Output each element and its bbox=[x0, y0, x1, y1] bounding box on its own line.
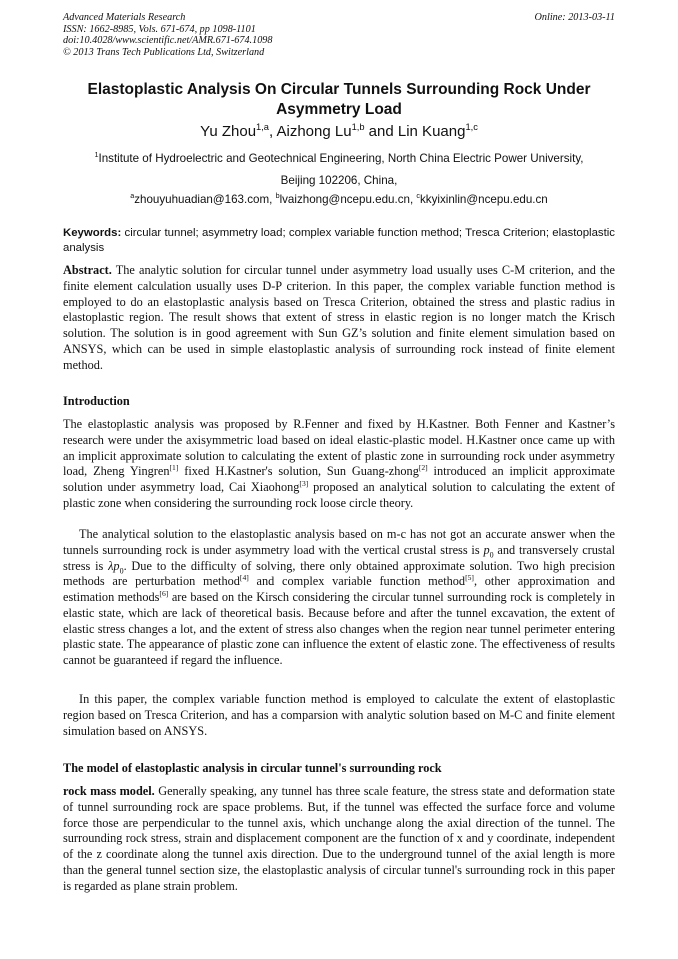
citation-ref: [1] bbox=[169, 463, 179, 473]
citation-ref: [4] bbox=[239, 573, 249, 583]
citation-ref: [2] bbox=[418, 463, 428, 473]
email-sup: c bbox=[416, 191, 420, 201]
journal-name: Advanced Materials Research bbox=[63, 12, 186, 23]
intro-text: introduced an implicit approximate solution under asymmetry load, Cai Xiaohong bbox=[63, 464, 615, 494]
math-lambda-p0 bbox=[108, 559, 123, 573]
issn-line: ISSN: 1662-8985, Vols. 671-674, pp 1098-1101 bbox=[63, 23, 256, 35]
intro-text: and complex variable function method bbox=[248, 574, 466, 589]
author-sup: 1,b bbox=[351, 122, 365, 132]
author-sup: 1,a bbox=[256, 122, 269, 132]
email-address: kkyixinlin@ncepu.edu.cn bbox=[419, 193, 548, 206]
model-run-in-label: rock mass model. bbox=[63, 784, 155, 798]
author-list bbox=[63, 122, 615, 142]
citation-ref: [6] bbox=[159, 588, 169, 598]
affiliation-sup: 1 bbox=[94, 150, 99, 160]
affiliation bbox=[63, 148, 615, 192]
math-symbol: λp bbox=[108, 558, 120, 573]
intro-text: , other approximation and estimation methods bbox=[63, 574, 615, 604]
affiliation-line-1: Institute of Hydroelectric and Geotechnical Engineering, North China Electric Power University, bbox=[98, 152, 584, 165]
affiliation-line-2: Beijing 102206, China, bbox=[280, 174, 398, 187]
math-subscript: 0 bbox=[119, 565, 124, 575]
intro-paragraph-1 bbox=[63, 417, 615, 512]
math-subscript: 0 bbox=[489, 550, 494, 560]
intro-text: . Due to the difficulty of solving, there only obtained approximate solution. Two high precision methods are perturbation method bbox=[63, 558, 616, 589]
paper-title: Elastoplastic Analysis On Circular Tunnels Surrounding Rock Under Asymmetry Load bbox=[87, 81, 591, 118]
doi-line: doi:10.4028/www.scientific.net/AMR.671-674.1098 bbox=[63, 35, 273, 47]
email-address: zhouyuhuadian@163.com bbox=[134, 193, 270, 206]
intro-text: and transversely crustal stress is bbox=[63, 542, 615, 573]
model-paragraph bbox=[63, 784, 615, 894]
email-sup: a bbox=[130, 191, 135, 201]
abstract-label: Abstract. bbox=[63, 263, 112, 277]
intro-text: The analytical solution to the elastoplastic analysis based on m-c has not got an accurate answer when the tunnels surrounding rock is under asymmetry load with the vertical crustal stress is bbox=[63, 527, 615, 557]
copyright-line: © 2013 Trans Tech Publications Ltd, Switzerland bbox=[63, 46, 265, 58]
model-section-heading: The model of elastoplastic analysis in circular tunnel's surrounding rock bbox=[63, 761, 442, 775]
intro-text: proposed an analytical solution to calculating the extent of plastic zone when considering the surrounding rock loose circle theory. bbox=[63, 480, 615, 510]
citation-ref: [3] bbox=[299, 478, 309, 488]
email-list bbox=[63, 192, 615, 208]
online-date: Online: 2013-03-11 bbox=[534, 12, 615, 23]
keywords-label: Keywords: bbox=[63, 227, 122, 239]
intro-text: fixed H.Kastner's solution, Sun Guang-zhong bbox=[178, 464, 419, 479]
keywords bbox=[63, 226, 615, 255]
email-sup: b bbox=[275, 191, 280, 201]
intro-paragraph-3: In this paper, the complex variable function method is employed to calculate the extent of elastoplastic region based on Tresca Criterion, and has a comparsion with analytic solution based on M-C and finite element simulation based on ANSYS. bbox=[63, 692, 615, 738]
intro-paragraph-2 bbox=[63, 527, 615, 669]
citation-ref: [5] bbox=[465, 573, 474, 583]
intro-text: are based on the Kirsch considering the circular tunnel surrounding rock is completely in elastic state, which are lack of theoretical basis. Because before and after the tunnel excavation, the extent of elastic stress changes a lot, and the extent of stress also changes when the region near tunnel perimeter entering plastic state. The appearance of plastic zone can influence the extent of elastic zone. The effectiveness of results cannot be guaranteed if regard the influence. bbox=[63, 590, 615, 667]
email-sep: , bbox=[409, 193, 417, 206]
math-p0 bbox=[483, 542, 494, 560]
author-name: Lin Kuang bbox=[397, 123, 466, 140]
keywords-text: circular tunnel; asymmetry load; complex variable function method; Tresca Criterion; elastoplastic analysis bbox=[63, 227, 615, 254]
email-address: lvaizhong@ncepu.edu.cn bbox=[279, 193, 410, 206]
intro-text: The elastoplastic analysis was proposed by R.Fenner and fixed by H.Kastner. Both Fenner and Kastner’s research were under the axisymmetric load based on ideal elastic-plastic model. H.Kastner once came up with an implicit approximate solution to calculating the extent of plastic zone in surrounding rock under asymmetry load, Zheng Yingren bbox=[63, 417, 615, 479]
model-text: Generally speaking, any tunnel has three scale feature, the stress state and deformation state of tunnel surrounding rock are space problems. But, if the tunnel was effected the surface force and volume force those are perpendicular to the tunnel axis, which unchange along the axial direction of the tunnel. The surrounding rock stress, strain and displacement component are the function of x and y coordinate, independent of the z coordinate along the tunnel axis direction. Due to the underground tunnel of the axial length is more than the general tunnel section size, the elastoplastic analysis of circular tunnel's surrounding rock in this paper is regarded as plane strain problem. bbox=[63, 784, 615, 893]
math-symbol: p bbox=[483, 542, 490, 557]
abstract-text: The analytic solution for circular tunnel under asymmetry load usually uses C-M criterion, and the finite element calculation usually uses D-P criterion. In this paper, the complex variable function method is employed to do an elastoplastic analysis based on Tresca Criterion, obtained the stress and plastic radius in elastoplastic region. The result shows that extent of stress in elastic region is no longer match the Krisch solution. The solution is in good agreement with Sun GZ’s solution and finite element simulation based on ANSYS, which can be used in simple elastoplastic analysis of surrounding rock instead of finite element method. bbox=[63, 263, 615, 372]
author-sep: and bbox=[364, 123, 398, 140]
abstract bbox=[63, 263, 615, 373]
journal-header bbox=[63, 12, 615, 58]
author-sep: , bbox=[268, 123, 277, 140]
author-sup: 1,c bbox=[465, 122, 478, 132]
author-name: Aizhong Lu bbox=[276, 123, 352, 140]
author-name: Yu Zhou bbox=[200, 123, 257, 140]
introduction-heading: Introduction bbox=[63, 394, 130, 408]
email-sep: , bbox=[269, 193, 276, 206]
